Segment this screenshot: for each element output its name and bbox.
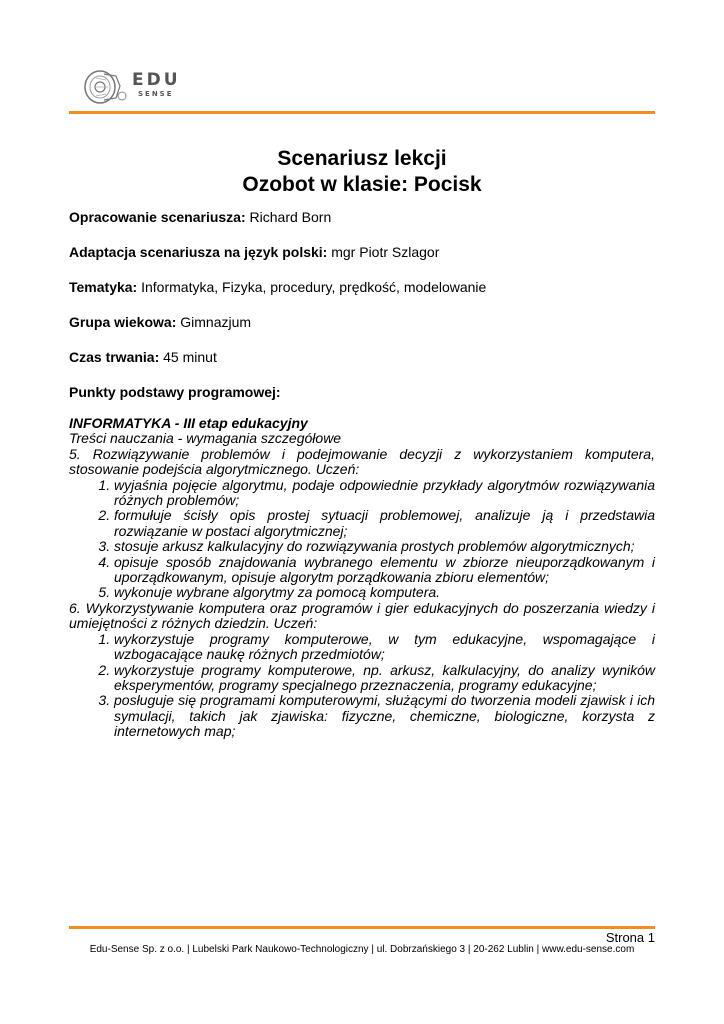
meta-age-group bbox=[69, 314, 655, 331]
meta-author bbox=[69, 209, 655, 226]
curriculum-section bbox=[69, 416, 655, 740]
document-title bbox=[69, 146, 655, 198]
list-item: 1. wyjaśnia pojęcie algorytmu, podaje odpowiednie przykłady algorytmów rozwiązywania różnych problemów; bbox=[114, 478, 655, 509]
meta-topics bbox=[69, 279, 655, 296]
curriculum-heading: INFORMATYKA - III etap edukacyjny bbox=[69, 415, 308, 431]
curriculum-subheading: Treści nauczania - wymagania szczegółowe bbox=[69, 430, 342, 447]
section-5-intro: 5. Rozwiązywanie problemów i podejmowanie decyzji z wykorzystaniem komputera, stosowanie podejścia algorytmicznego. Uczeń: bbox=[69, 445, 655, 478]
meta-value: Richard Born bbox=[249, 209, 332, 225]
list-item: 4. opisuje sposób znajdowania wybranego elementu w zbiorze nieuporządkowanym i uporządkowanym, opisuje algorytm porządkowania zbioru elementów; bbox=[114, 555, 655, 586]
meta-value: Gimnazjum bbox=[180, 314, 252, 330]
edu-sense-logo bbox=[82, 66, 192, 106]
meta-curriculum-points bbox=[69, 384, 655, 401]
list-item: 5. wykonuje wybrane algorytmy za pomocą komputera. bbox=[114, 585, 655, 600]
meta-label: Opracowanie scenariusza: bbox=[69, 209, 246, 225]
meta-label: Adaptacja scenariusza na język polski: bbox=[69, 244, 328, 260]
list-item: 3. posługuje się programami komputerowymi, służącymi do tworzenia modeli zjawisk i ich symulacji, takich jak zjawiska: fizyczne, chemiczne, biologiczne, korzysta z internetowych map; bbox=[114, 693, 655, 739]
logo-sub-text: SENSE bbox=[138, 90, 174, 98]
meta-value: 45 minut bbox=[163, 349, 217, 365]
meta-label: Czas trwania: bbox=[69, 349, 160, 365]
header-divider bbox=[69, 111, 655, 114]
logo-wheel-icon bbox=[82, 66, 130, 106]
meta-label: Grupa wiekowa: bbox=[69, 314, 177, 330]
footer-address: Edu-Sense Sp. z o.o. | Lubelski Park Naukowo-Technologiczny | ul. Dobrzańskiego 3 | 20-262 Lublin | www.edu-sense.com bbox=[89, 944, 635, 955]
page-number: Strona 1 bbox=[605, 930, 655, 945]
meta-value: Informatyka, Fizyka, procedury, prędkość, modelowanie bbox=[141, 279, 487, 295]
meta-adaptation bbox=[69, 244, 655, 261]
section-6-intro: 6. Wykorzystywanie komputera oraz programów i gier edukacyjnych do poszerzania wiedzy i umiejętności z różnych dziedzin. Uczeń: bbox=[69, 599, 655, 632]
logo-main-text: EDU bbox=[132, 70, 181, 90]
section-5-list bbox=[69, 478, 655, 601]
list-item: 2. formułuje ścisły opis prostej sytuacji problemowej, analizuje ją i przedstawia rozwiązanie w postaci algorytmicznej; bbox=[114, 508, 655, 539]
list-item: 1. wykorzystuje programy komputerowe, w tym edukacyjne, wspomagające i wzbogacające naukę różnych przedmiotów; bbox=[114, 632, 655, 663]
meta-label: Punkty podstawy programowej: bbox=[69, 384, 281, 400]
meta-duration bbox=[69, 349, 655, 366]
section-6-list bbox=[69, 632, 655, 740]
list-item: 3. stosuje arkusz kalkulacyjny do rozwiązywania prostych problemów algorytmicznych; bbox=[114, 539, 655, 554]
list-item: 2. wykorzystuje programy komputerowe, np. arkusz, kalkulacyjny, do analizy wyników eksperymentów, programy specjalnego przeznaczenia, programy edukacyjne; bbox=[114, 663, 655, 694]
meta-label: Tematyka: bbox=[69, 279, 138, 295]
meta-value: mgr Piotr Szlagor bbox=[331, 244, 440, 260]
footer-divider bbox=[69, 926, 655, 929]
title-line-1: Scenariusz lekcji bbox=[277, 147, 447, 170]
title-line-2: Ozobot w klasie: Pocisk bbox=[242, 173, 482, 196]
